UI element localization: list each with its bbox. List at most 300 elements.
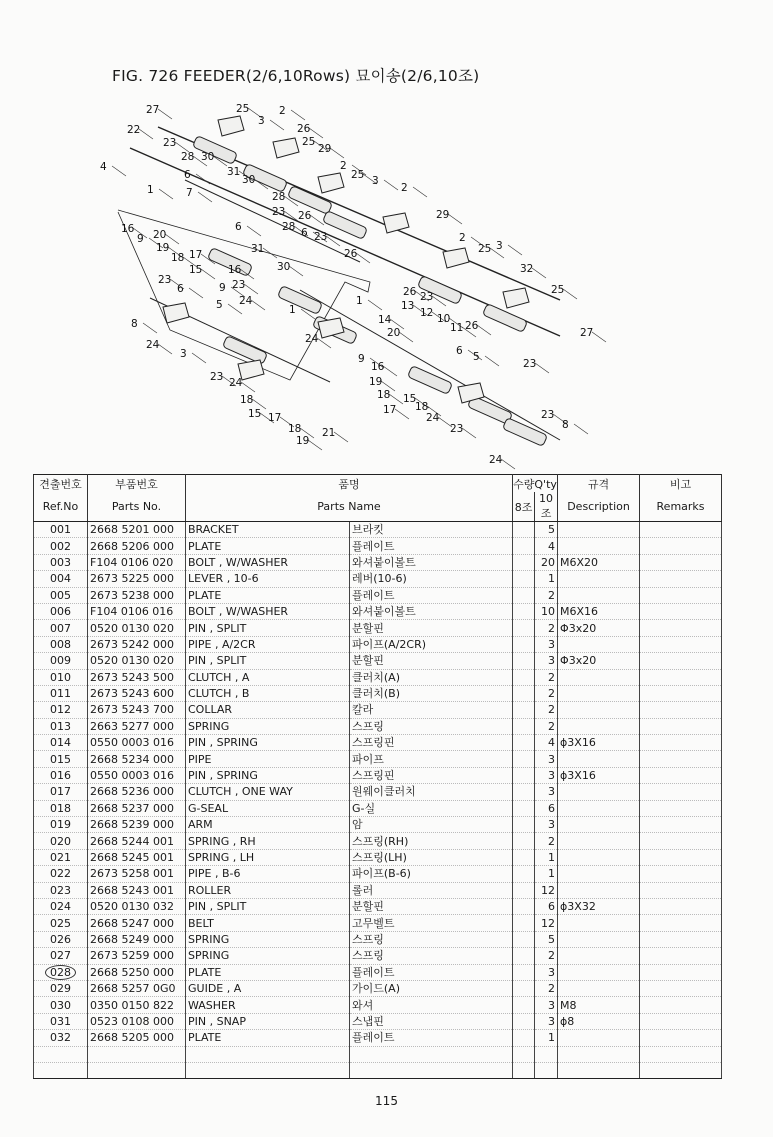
name-ko-cell: 칼라: [350, 702, 513, 718]
name-ko-cell: 원웨이클러치: [350, 784, 513, 800]
callout-number: 22: [127, 124, 141, 136]
leader-line: [383, 366, 397, 376]
part-number-cell: 0520 0130 020: [88, 620, 186, 636]
name-en-cell: CLUTCH , ONE WAY: [186, 784, 350, 800]
callout-number: 24: [489, 454, 503, 466]
callout-number: 20: [387, 327, 401, 339]
parts-table: [33, 474, 722, 1079]
callout-number: 14: [378, 314, 392, 326]
name-en-cell: PIPE , A/2CR: [186, 636, 350, 652]
leader-line: [263, 248, 277, 258]
part-number-cell: 2668 5201 000: [88, 522, 186, 538]
description-cell: [558, 1062, 640, 1078]
table-row: [34, 1062, 722, 1078]
qty-8-cell: [513, 784, 535, 800]
callout-number: 1: [147, 184, 154, 196]
qty-8-cell: [513, 817, 535, 833]
callout-number: 3: [258, 115, 265, 127]
part-number-cell: 2668 5239 000: [88, 817, 186, 833]
leader-line: [289, 266, 303, 276]
leader-line: [317, 338, 331, 348]
name-ko-cell: 플레이트: [350, 1030, 513, 1046]
remarks-cell: [640, 866, 722, 882]
callout-number: 31: [227, 166, 241, 178]
leader-line: [112, 166, 126, 176]
name-en-cell: PLATE: [186, 964, 350, 980]
part-number-cell: 2673 5259 000: [88, 948, 186, 964]
description-cell: [558, 571, 640, 587]
qty-10-cell: [535, 1046, 558, 1062]
remarks-cell: [640, 997, 722, 1013]
ref-cell: 007: [34, 620, 88, 636]
ref-cell: 030: [34, 997, 88, 1013]
part-number-cell: 2668 5247 000: [88, 915, 186, 931]
remarks-cell: [640, 538, 722, 554]
ref-cell: 008: [34, 636, 88, 652]
part-number-cell: 2673 5243 700: [88, 702, 186, 718]
ref-cell: 018: [34, 800, 88, 816]
remarks-cell: [640, 948, 722, 964]
ref-cell: 021: [34, 849, 88, 865]
description-cell: [558, 849, 640, 865]
header-qty-ko: 수량Q'ty: [513, 475, 558, 493]
callout-number: 18: [240, 394, 254, 406]
qty-10-cell: 3: [535, 767, 558, 783]
part-number-cell: 0550 0003 016: [88, 735, 186, 751]
remarks-cell: [640, 718, 722, 734]
ref-cell: 017: [34, 784, 88, 800]
callout-number: 1: [289, 304, 296, 316]
table-row: [34, 603, 722, 619]
qty-8-cell: [513, 997, 535, 1013]
description-cell: [558, 702, 640, 718]
name-ko-cell: 스프링핀: [350, 767, 513, 783]
leader-line: [159, 189, 173, 199]
description-cell: Φ3x20: [558, 620, 640, 636]
leader-line: [158, 344, 172, 354]
callout-number: 25: [478, 243, 492, 255]
ref-cell: 004: [34, 571, 88, 587]
remarks-cell: [640, 882, 722, 898]
callout-number: 23: [450, 423, 464, 435]
callout-number: 15: [403, 393, 417, 405]
qty-8-cell: [513, 1046, 535, 1062]
description-cell: [558, 669, 640, 685]
name-en-cell: GUIDE , A: [186, 980, 350, 996]
remarks-cell: [640, 784, 722, 800]
qty-8-cell: [513, 685, 535, 701]
qty-10-cell: [535, 1062, 558, 1078]
name-ko-cell: 와셔붙이볼트: [350, 554, 513, 570]
part-number-cell: 2673 5238 000: [88, 587, 186, 603]
remarks-cell: [640, 669, 722, 685]
exploded-parts-diagram: [0, 95, 773, 475]
qty-8-cell: [513, 1062, 535, 1078]
callout-number: 19: [156, 242, 170, 254]
callout-number: 6: [456, 345, 463, 357]
name-en-cell: LEVER , 10-6: [186, 571, 350, 587]
callout-number: 24: [426, 412, 440, 424]
table-row: [34, 948, 722, 964]
qty-10-cell: 3: [535, 636, 558, 652]
callout-number: 8: [131, 318, 138, 330]
description-cell: ϕ3X16: [558, 767, 640, 783]
callout-number: 11: [450, 322, 464, 334]
table-row: [34, 653, 722, 669]
part-number-cell: 2668 5245 001: [88, 849, 186, 865]
remarks-cell: [640, 833, 722, 849]
name-ko-cell: 플레이트: [350, 538, 513, 554]
callout-number: 23: [541, 409, 555, 421]
part-number-cell: 2673 5243 500: [88, 669, 186, 685]
description-cell: [558, 538, 640, 554]
ref-cell: 011: [34, 685, 88, 701]
roller-part: [502, 418, 547, 447]
ref-cell: 024: [34, 898, 88, 914]
table-row: [34, 718, 722, 734]
callout-number: 29: [436, 209, 450, 221]
callout-number: 9: [219, 282, 226, 294]
qty-10-cell: 1: [535, 1030, 558, 1046]
ref-cell: 020: [34, 833, 88, 849]
leader-line: [592, 332, 606, 342]
leader-line: [291, 110, 305, 120]
callout-number: 26: [344, 248, 358, 260]
table-row: [34, 587, 722, 603]
description-cell: [558, 636, 640, 652]
ref-cell: 031: [34, 1013, 88, 1029]
description-cell: [558, 882, 640, 898]
qty-10-cell: 20: [535, 554, 558, 570]
name-ko-cell: 파이프: [350, 751, 513, 767]
qty-10-cell: 4: [535, 538, 558, 554]
name-en-cell: ARM: [186, 817, 350, 833]
remarks-cell: [640, 554, 722, 570]
ref-cell: 015: [34, 751, 88, 767]
name-en-cell: BELT: [186, 915, 350, 931]
leader-line: [241, 382, 255, 392]
leader-line: [501, 459, 515, 469]
ref-cell: 027: [34, 948, 88, 964]
leader-line: [462, 428, 476, 438]
name-en-cell: PLATE: [186, 587, 350, 603]
callout-number: 26: [298, 210, 312, 222]
name-en-cell: PIN , SPLIT: [186, 620, 350, 636]
description-cell: [558, 800, 640, 816]
callout-number: 18: [288, 423, 302, 435]
header-desc-ko: 규격: [558, 475, 640, 493]
remarks-cell: [640, 685, 722, 701]
name-en-cell: SPRING: [186, 931, 350, 947]
table-row: [34, 1013, 722, 1029]
remarks-cell: [640, 931, 722, 947]
callout-number: 28: [181, 151, 195, 163]
callout-number: 24: [146, 339, 160, 351]
description-cell: [558, 685, 640, 701]
table-row: [34, 964, 722, 980]
belt-part: [318, 173, 344, 193]
leader-line: [192, 353, 206, 363]
callout-number: 23: [314, 231, 328, 243]
leader-line: [330, 148, 344, 158]
part-number-cell: 2668 5236 000: [88, 784, 186, 800]
qty-8-cell: [513, 1030, 535, 1046]
callout-number: 17: [189, 249, 203, 261]
part-number-cell: F104 0106 020: [88, 554, 186, 570]
name-en-cell: [186, 1062, 350, 1078]
description-cell: [558, 980, 640, 996]
belt-part: [273, 138, 299, 158]
ref-cell: 022: [34, 866, 88, 882]
remarks-cell: [640, 751, 722, 767]
header-remarks-ko: 비고: [640, 475, 722, 493]
callout-number: 4: [100, 161, 107, 173]
name-ko-cell: 파이프(A/2CR): [350, 636, 513, 652]
ref-cell: 023: [34, 882, 88, 898]
leader-line: [139, 129, 153, 139]
header-parts-ko: 부품번호: [88, 475, 186, 493]
qty-8-cell: [513, 571, 535, 587]
name-en-cell: PIN , SPRING: [186, 767, 350, 783]
name-ko-cell: [350, 1062, 513, 1078]
table-row: [34, 620, 722, 636]
table-row: [34, 554, 722, 570]
name-ko-cell: G-실: [350, 800, 513, 816]
remarks-cell: [640, 1046, 722, 1062]
callout-number: 23: [210, 371, 224, 383]
description-cell: ϕ3X16: [558, 735, 640, 751]
qty-10-cell: 3: [535, 1013, 558, 1029]
qty-10-cell: 3: [535, 653, 558, 669]
leader-line: [308, 440, 322, 450]
leader-line: [251, 300, 265, 310]
leader-line: [485, 356, 499, 366]
description-cell: [558, 948, 640, 964]
table-row: [34, 833, 722, 849]
part-number-cell: 2663 5277 000: [88, 718, 186, 734]
qty-10-cell: 3: [535, 997, 558, 1013]
header-ref-en: Ref.No: [34, 492, 88, 522]
qty-8-cell: [513, 603, 535, 619]
remarks-cell: [640, 603, 722, 619]
name-ko-cell: 스프링(LH): [350, 849, 513, 865]
callout-number: 3: [372, 175, 379, 187]
name-ko-cell: 스프링: [350, 718, 513, 734]
callout-number: 9: [137, 233, 144, 245]
table-row: [34, 882, 722, 898]
name-en-cell: CLUTCH , B: [186, 685, 350, 701]
qty-8-cell: [513, 735, 535, 751]
table-row: [34, 980, 722, 996]
qty-8-cell: [513, 636, 535, 652]
callout-number: 8: [562, 419, 569, 431]
table-row: [34, 817, 722, 833]
callout-number: 6: [235, 221, 242, 233]
callout-number: 24: [229, 377, 243, 389]
leader-line: [158, 109, 172, 119]
ref-cell: 026: [34, 931, 88, 947]
name-en-cell: SPRING , LH: [186, 849, 350, 865]
name-ko-cell: 스프링: [350, 931, 513, 947]
callout-number: 29: [318, 143, 332, 155]
table-row: [34, 898, 722, 914]
ref-cell: 013: [34, 718, 88, 734]
header-qty-8: 8조: [513, 492, 535, 522]
callout-number: 25: [236, 103, 250, 115]
callout-number: 25: [351, 169, 365, 181]
part-number-cell: 2668 5249 000: [88, 931, 186, 947]
callout-number: 24: [239, 295, 253, 307]
ref-cell: [34, 964, 88, 980]
qty-10-cell: 1: [535, 866, 558, 882]
leader-line: [399, 332, 413, 342]
remarks-cell: [640, 898, 722, 914]
remarks-cell: [640, 636, 722, 652]
name-ko-cell: [350, 1046, 513, 1062]
header-name-en: Parts Name: [186, 492, 513, 522]
callout-number: 23: [158, 274, 172, 286]
part-number-cell: 2668 5250 000: [88, 964, 186, 980]
leader-line: [198, 192, 212, 202]
callout-number: 6: [184, 169, 191, 181]
name-en-cell: G-SEAL: [186, 800, 350, 816]
qty-8-cell: [513, 915, 535, 931]
callout-number: 18: [377, 389, 391, 401]
leader-line: [389, 394, 403, 404]
remarks-cell: [640, 964, 722, 980]
callout-number: 16: [228, 264, 242, 276]
qty-8-cell: [513, 1013, 535, 1029]
leader-line: [368, 300, 382, 310]
description-cell: [558, 817, 640, 833]
leader-line: [201, 269, 215, 279]
name-ko-cell: 스프링(RH): [350, 833, 513, 849]
qty-10-cell: 5: [535, 931, 558, 947]
table-row: [34, 636, 722, 652]
belt-part: [163, 303, 189, 323]
name-ko-cell: 클러치(A): [350, 669, 513, 685]
callout-number: 25: [551, 284, 565, 296]
part-number-cell: 2668 5205 000: [88, 1030, 186, 1046]
page-number: 115: [375, 1094, 398, 1108]
callout-number: 20: [153, 229, 167, 241]
callout-number: 3: [496, 240, 503, 252]
qty-8-cell: [513, 620, 535, 636]
name-en-cell: PIN , SNAP: [186, 1013, 350, 1029]
leader-line: [508, 245, 522, 255]
description-cell: Φ3x20: [558, 653, 640, 669]
callout-number: 2: [401, 182, 408, 194]
callout-number: 30: [201, 151, 215, 163]
name-en-cell: COLLAR: [186, 702, 350, 718]
belt-part: [383, 213, 409, 233]
remarks-cell: [640, 522, 722, 538]
name-ko-cell: 분할핀: [350, 620, 513, 636]
name-ko-cell: 스냅핀: [350, 1013, 513, 1029]
ref-cell: 025: [34, 915, 88, 931]
qty-8-cell: [513, 587, 535, 603]
name-en-cell: SPRING: [186, 718, 350, 734]
ref-cell: 032: [34, 1030, 88, 1046]
callout-number: 2: [340, 160, 347, 172]
part-number-cell: 2668 5243 001: [88, 882, 186, 898]
callout-number: 24: [305, 333, 319, 345]
leader-line: [448, 214, 462, 224]
qty-10-cell: 2: [535, 685, 558, 701]
leader-line: [563, 289, 577, 299]
remarks-cell: [640, 620, 722, 636]
callout-number: 16: [371, 361, 385, 373]
qty-8-cell: [513, 767, 535, 783]
callout-number: 6: [301, 227, 308, 239]
table-row: [34, 997, 722, 1013]
leader-line: [189, 288, 203, 298]
name-ko-cell: 암: [350, 817, 513, 833]
qty-10-cell: 5: [535, 522, 558, 538]
name-en-cell: PLATE: [186, 538, 350, 554]
callout-number: 23: [420, 291, 434, 303]
belt-part: [443, 248, 469, 268]
ref-cell: 012: [34, 702, 88, 718]
ref-cell: [34, 1046, 88, 1062]
description-cell: [558, 1030, 640, 1046]
callout-number: 31: [251, 243, 265, 255]
header-parts-en: Parts No.: [88, 492, 186, 522]
part-number-cell: 0523 0108 000: [88, 1013, 186, 1029]
table-row: [34, 751, 722, 767]
callout-number: 23: [163, 137, 177, 149]
qty-10-cell: 1: [535, 571, 558, 587]
leader-line: [310, 215, 324, 225]
qty-10-cell: 3: [535, 964, 558, 980]
table-row: [34, 522, 722, 538]
qty-10-cell: 6: [535, 800, 558, 816]
description-cell: M6X20: [558, 554, 640, 570]
leader-line: [384, 180, 398, 190]
qty-10-cell: 12: [535, 882, 558, 898]
qty-8-cell: [513, 980, 535, 996]
callout-number: 23: [232, 279, 246, 291]
qty-10-cell: 12: [535, 915, 558, 931]
qty-10-cell: 2: [535, 718, 558, 734]
name-ko-cell: 파이프(B-6): [350, 866, 513, 882]
remarks-cell: [640, 653, 722, 669]
remarks-cell: [640, 735, 722, 751]
name-en-cell: CLUTCH , A: [186, 669, 350, 685]
callout-number: 19: [296, 435, 310, 447]
qty-10-cell: 1: [535, 849, 558, 865]
table-row: [34, 1030, 722, 1046]
leader-line: [334, 432, 348, 442]
description-cell: [558, 1046, 640, 1062]
part-number-cell: [88, 1046, 186, 1062]
leader-line: [143, 323, 157, 333]
callout-number: 10: [437, 313, 451, 325]
description-cell: [558, 833, 640, 849]
qty-8-cell: [513, 898, 535, 914]
callout-number: 28: [282, 221, 296, 233]
qty-10-cell: 2: [535, 669, 558, 685]
name-ko-cell: 와셔: [350, 997, 513, 1013]
callout-number: 18: [415, 401, 429, 413]
ref-cell: 009: [34, 653, 88, 669]
callout-number: 5: [216, 299, 223, 311]
name-ko-cell: 레버(10-6): [350, 571, 513, 587]
callout-number: 26: [297, 123, 311, 135]
description-cell: M6X16: [558, 603, 640, 619]
name-ko-cell: 스프링핀: [350, 735, 513, 751]
part-number-cell: [88, 1062, 186, 1078]
